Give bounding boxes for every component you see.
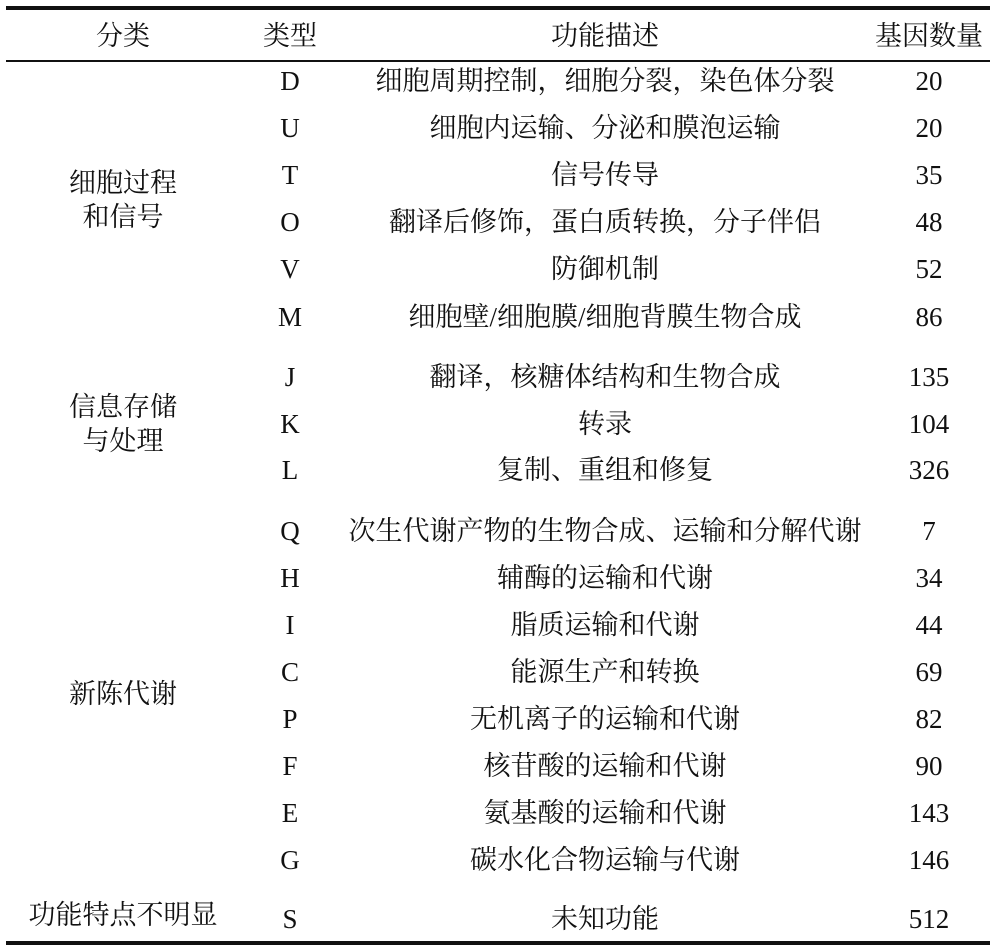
table-row (0, 294, 996, 340)
count-cell: 20 (915, 113, 943, 143)
description-cell: 脂质运输和代谢 (510, 610, 700, 640)
count-cell: 104 (908, 409, 950, 439)
count-cell: 326 (908, 455, 950, 485)
table-row (0, 58, 996, 104)
description-cell: 碳水化合物运输与代谢 (470, 845, 740, 875)
description-cell: 核苷酸的运输和代谢 (483, 751, 727, 781)
table-row (0, 696, 996, 742)
table-top-rule (6, 6, 990, 10)
count-cell: 44 (915, 610, 943, 640)
description-cell: 复制、重组和修复 (497, 455, 713, 485)
description-cell: 翻译，核糖体结构和生物合成 (429, 362, 781, 392)
description-cell: 信号传导 (551, 160, 659, 190)
type-cell: K (280, 409, 300, 439)
type-cell: T (281, 160, 299, 190)
category-label: 与处理 (82, 426, 164, 456)
description-cell: 辅酶的运输和代谢 (497, 563, 713, 593)
count-cell: 135 (908, 362, 950, 392)
type-cell: V (280, 254, 300, 284)
category-label: 和信号 (82, 202, 164, 232)
type-cell: C (280, 657, 299, 687)
type-cell: Q (280, 516, 300, 546)
table-row (0, 649, 996, 695)
type-cell: I (285, 610, 295, 640)
table-row (0, 401, 996, 447)
type-cell: E (281, 798, 299, 828)
count-cell: 34 (915, 563, 943, 593)
header-count: 基因数量 (875, 21, 983, 51)
description-cell: 细胞壁/细胞膜/细胞背膜生物合成 (408, 302, 802, 332)
table-row (0, 743, 996, 789)
category-label: 功能特点不明显 (28, 900, 218, 930)
description-cell: 氨基酸的运输和代谢 (483, 798, 727, 828)
category-label: 新陈代谢 (69, 679, 177, 709)
count-cell: 7 (922, 516, 936, 546)
table-row (0, 199, 996, 245)
table-row (0, 837, 996, 883)
description-cell: 转录 (578, 409, 632, 439)
description-cell: 能源生产和转换 (510, 657, 700, 687)
type-cell: J (284, 362, 296, 392)
description-cell: 翻译后修饰，蛋白质转换，分子伴侣 (389, 207, 821, 237)
count-cell: 48 (915, 207, 943, 237)
count-cell: 20 (915, 66, 943, 96)
table-row (0, 602, 996, 648)
type-cell: O (280, 207, 300, 237)
type-cell: H (280, 563, 300, 593)
description-cell: 细胞周期控制，细胞分裂，染色体分裂 (375, 66, 835, 96)
table-row (0, 447, 996, 493)
table-row (0, 354, 996, 400)
table-row (0, 555, 996, 601)
header-type: 类型 (263, 21, 317, 51)
description-cell: 次生代谢产物的生物合成、运输和分解代谢 (348, 516, 862, 546)
count-cell: 143 (908, 798, 950, 828)
type-cell: M (277, 302, 302, 332)
count-cell: 52 (915, 254, 943, 284)
count-cell: 86 (915, 302, 943, 332)
type-cell: U (280, 113, 300, 143)
count-cell: 82 (915, 704, 943, 734)
table-row (0, 896, 996, 942)
type-cell: D (280, 66, 300, 96)
count-cell: 35 (915, 160, 943, 190)
table-row (0, 105, 996, 151)
table-bottom-rule (6, 941, 990, 945)
description-cell: 无机离子的运输和代谢 (470, 704, 740, 734)
type-cell: S (282, 904, 298, 934)
category-label: 信息存储 (69, 392, 177, 422)
table-row (0, 790, 996, 836)
type-cell: P (282, 704, 298, 734)
description-cell: 未知功能 (551, 904, 659, 934)
table-row (0, 152, 996, 198)
type-cell: G (280, 845, 300, 875)
type-cell: F (282, 751, 298, 781)
category-label: 细胞过程 (69, 168, 177, 198)
description-cell: 防御机制 (551, 254, 659, 284)
header-description: 功能描述 (551, 21, 659, 51)
table-row (0, 508, 996, 554)
description-cell: 细胞内运输、分泌和膜泡运输 (429, 113, 781, 143)
table-row (0, 246, 996, 292)
count-cell: 69 (915, 657, 943, 687)
type-cell: L (281, 455, 299, 485)
count-cell: 90 (915, 751, 943, 781)
header-category: 分类 (96, 21, 150, 51)
count-cell: 146 (908, 845, 950, 875)
count-cell: 512 (908, 904, 950, 934)
